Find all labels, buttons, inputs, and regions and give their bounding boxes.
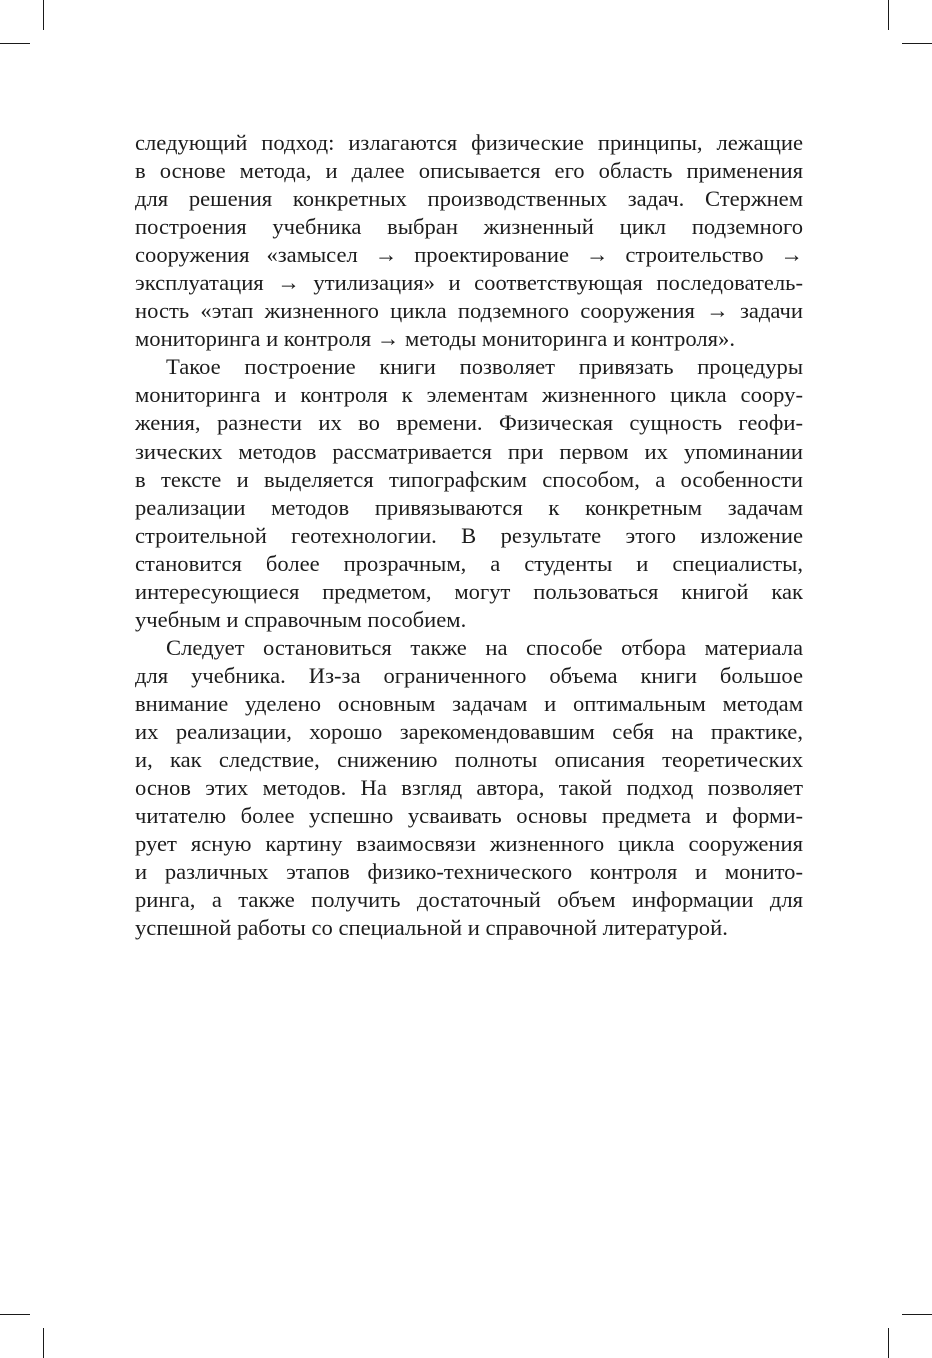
text-line: и различных этапов физико-технического контроля и монито-: [135, 859, 803, 885]
text-line: успешной работы со специальной и справочной литературой.: [135, 915, 728, 941]
text-line: реализации методов привязываются к конкретным задачам: [135, 494, 803, 520]
text-line: ринга, а также получить достаточный объем информации для: [135, 887, 803, 913]
text-line: эксплуатация → утилизация» и соответствующая последователь-: [135, 270, 803, 296]
paragraph: [135, 353, 803, 633]
text-line: внимание уделено основным задачам и оптимальным методам: [135, 690, 803, 716]
text-line: строительной геотехнологии. В результате этого изложение: [135, 522, 803, 548]
text-line: интересующиеся предметом, могут пользоваться книгой как: [135, 578, 803, 604]
crop-mark-top-right-vertical: [888, 0, 889, 30]
crop-mark-bottom-left-horizontal: [0, 1314, 30, 1315]
text-line: мониторинга и контроля к элементам жизненного цикла соору-: [135, 382, 803, 408]
crop-mark-top-right-horizontal: [902, 43, 932, 44]
text-line: основ этих методов. На взгляд автора, такой подход позволяет: [135, 775, 803, 801]
text-line: в основе метода, и далее описывается его область применения: [135, 158, 803, 184]
crop-mark-top-left-vertical: [43, 0, 44, 30]
text-line: сооружения «замысел → проектирование → строительство →: [135, 242, 803, 268]
text-line: и, как следствие, снижению полноты описания теоретических: [135, 747, 803, 773]
text-line: для учебника. Из-за ограниченного объема книги большое: [135, 662, 803, 688]
text-line: Следует остановиться также на способе отбора материала: [166, 634, 803, 660]
text-line: жения, разнести их во времени. Физическая сущность геофи-: [135, 410, 803, 436]
text-line: построения учебника выбран жизненный цикл подземного: [135, 214, 803, 240]
text-line: Такое построение книги позволяет привязать процедуры: [166, 354, 803, 380]
text-line: рует ясную картину взаимосвязи жизненного цикла сооружения: [135, 831, 803, 857]
crop-mark-top-left-horizontal: [0, 43, 30, 44]
body-text: [135, 129, 803, 942]
crop-mark-bottom-right-vertical: [888, 1328, 889, 1358]
text-line: их реализации, хорошо зарекомендовавшим себя на практике,: [135, 718, 803, 744]
text-line: для решения конкретных производственных задач. Стержнем: [135, 186, 803, 212]
text-line: учебным и справочным пособием.: [135, 606, 467, 632]
paragraph: [135, 634, 803, 943]
crop-mark-bottom-right-horizontal: [902, 1314, 932, 1315]
paragraph: [135, 129, 803, 353]
text-line: в тексте и выделяется типографским способом, а особенности: [135, 466, 803, 492]
text-line: ность «этап жизненного цикла подземного сооружения → задачи: [135, 298, 803, 324]
text-line: зических методов рассматривается при первом их упоминании: [135, 438, 803, 464]
crop-mark-bottom-left-vertical: [43, 1328, 44, 1358]
text-line: становится более прозрачным, а студенты и специалисты,: [135, 550, 803, 576]
text-line: следующий подход: излагаются физические принципы, лежащие: [135, 130, 803, 155]
text-line: читателю более успешно усваивать основы предмета и форми-: [135, 803, 803, 829]
text-line: мониторинга и контроля → методы мониторинга и контроля».: [135, 326, 735, 352]
